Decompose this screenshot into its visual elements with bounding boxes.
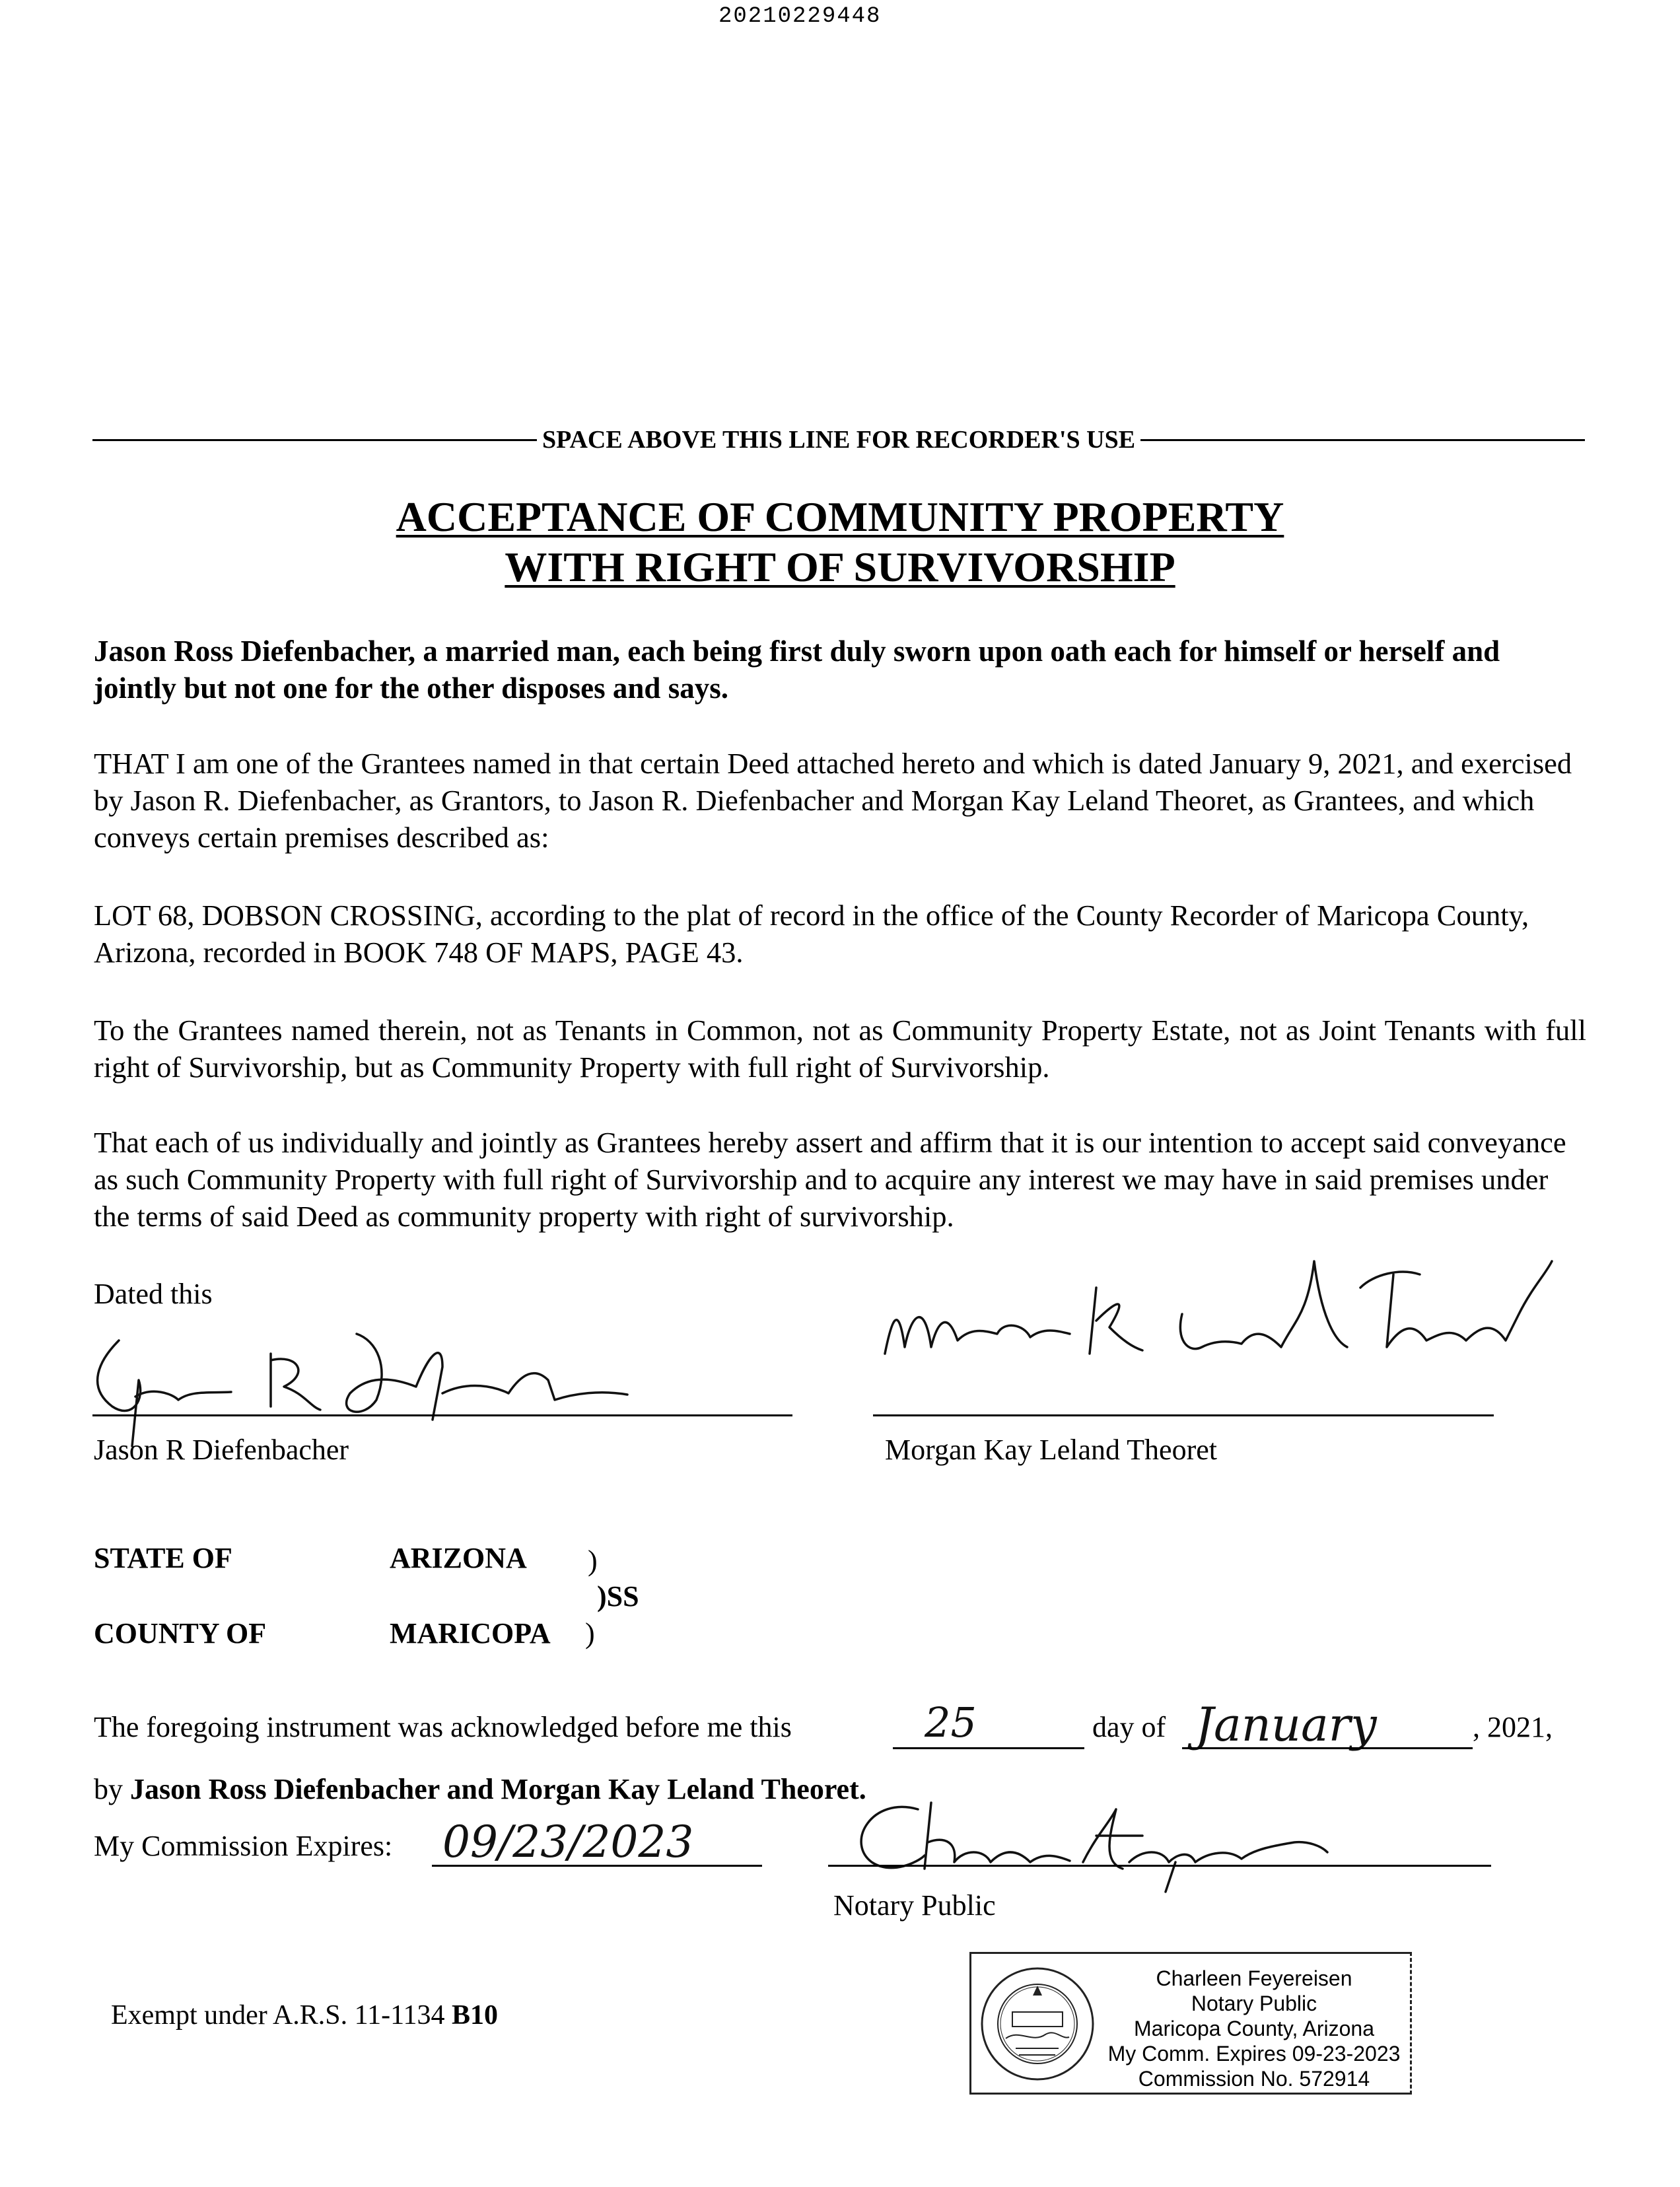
handwritten-day (911, 1690, 1043, 1750)
signature-line-signer1 (92, 1414, 792, 1416)
notary-signature-line (828, 1865, 1491, 1867)
dated-label: Dated this (94, 1278, 213, 1310)
state-seal-icon (979, 1966, 1096, 2082)
exemption-prefix: Exempt under A.R.S. 11-1134 (111, 2000, 452, 2031)
handwritten-commission-date (436, 1809, 753, 1869)
stamp-notary-name: Charleen Feyereisen (1156, 1966, 1352, 1990)
tenancy-paragraph: To the Grantees named therein, not as Tenants in Common, not as Community Property Estate, not as Joint Tenants with full right of Survivorship, but as Community Property with full right of Survivorship. (94, 1014, 1586, 1084)
document-number: 20210229448 (718, 4, 882, 29)
document-title-line2: WITH RIGHT OF SURVIVORSHIP (505, 543, 1175, 590)
signature-line-signer2 (873, 1414, 1494, 1416)
venue-bracket-2: ) (585, 1617, 595, 1649)
deed-paragraph: THAT I am one of the Grantees named in that certain Deed attached hereto and which is dated January 9, 2021, and exercised by Jason R. Diefenbacher, as Grantors, to Jason R. Diefenbacher and Morgan Kay Leland Theoret, as Grantees, and which conveys certain premises described as: (94, 747, 1572, 854)
day-blank-line (893, 1747, 1084, 1749)
signer2-printed-name: Morgan Kay Leland Theoret (885, 1434, 1217, 1466)
stamp-expiration: My Comm. Expires 09-23-2023 (1107, 2042, 1401, 2066)
state-label: STATE OF (94, 1542, 232, 1574)
svg-text:09/23/2023: 09/23/2023 (442, 1817, 694, 1867)
recorder-use-label: SPACE ABOVE THIS LINE FOR RECORDER'S USE (542, 426, 1136, 454)
county-label: COUNTY OF (94, 1617, 267, 1649)
exemption-code: B10 (452, 2000, 499, 2031)
exemption-note (111, 1999, 498, 2031)
recorder-use-divider (92, 420, 1585, 460)
document-title-line1: ACCEPTANCE OF COMMUNITY PROPERTY (396, 493, 1284, 540)
acknowledged-by (94, 1772, 866, 1806)
stamp-text-block (1103, 1966, 1405, 2091)
handwritten-month (1189, 1690, 1479, 1756)
signature-morgan-theoret (872, 1248, 1558, 1406)
signer1-printed-name: Jason R Diefenbacher (94, 1434, 349, 1466)
acknowledged-names: Jason Ross Diefenbacher and Morgan Kay Leland Theoret. (130, 1773, 866, 1805)
month-blank-line (1182, 1747, 1473, 1749)
notary-stamp (969, 1952, 1412, 2095)
venue-bracket: ) (588, 1545, 598, 1577)
stamp-commission-number: Commission No. 572914 (1138, 2067, 1370, 2091)
commission-expires-label: My Commission Expires: (94, 1830, 393, 1862)
ss-label: )SS (597, 1580, 639, 1613)
signature-jason-diefenbacher (73, 1314, 667, 1446)
svg-text:25: 25 (925, 1698, 977, 1747)
by-prefix: by (94, 1773, 130, 1805)
day-of-label: day of (1092, 1711, 1166, 1743)
divider-rule-right (1140, 439, 1585, 441)
stamp-title: Notary Public (1191, 1992, 1317, 2015)
acknowledgment-text: The foregoing instrument was acknowledged before me this (94, 1711, 792, 1743)
signature-notary (832, 1783, 1334, 1895)
stamp-county: Maricopa County, Arizona (1133, 2017, 1375, 2040)
year-text: , 2021, (1473, 1711, 1553, 1743)
legal-description-paragraph: LOT 68, DOBSON CROSSING, according to the plat of record in the office of the County Recorder of Maricopa County, Arizona, recorded in BOOK 748 OF MAPS, PAGE 43. (94, 899, 1529, 969)
commission-date-line (432, 1865, 762, 1867)
affirmation-paragraph: That each of us individually and jointly as Grantees hereby assert and affirm that it is our intention to accept said conveyance as such Community Property with full right of Survivorship and to acquire any interest we may have in said premises under the terms of said Deed as community property with right of survivorship. (94, 1126, 1566, 1233)
notary-public-label: Notary Public (833, 1889, 996, 1922)
svg-text:January: January (1195, 1698, 1377, 1752)
county-value: MARICOPA (390, 1617, 551, 1649)
state-value: ARIZONA (390, 1542, 527, 1574)
intro-paragraph: Jason Ross Diefenbacher, a married man, each being first duly sworn upon oath each for himself or herself and jointly but not one for the other disposes and says. (94, 635, 1500, 705)
divider-rule-left (92, 439, 537, 441)
